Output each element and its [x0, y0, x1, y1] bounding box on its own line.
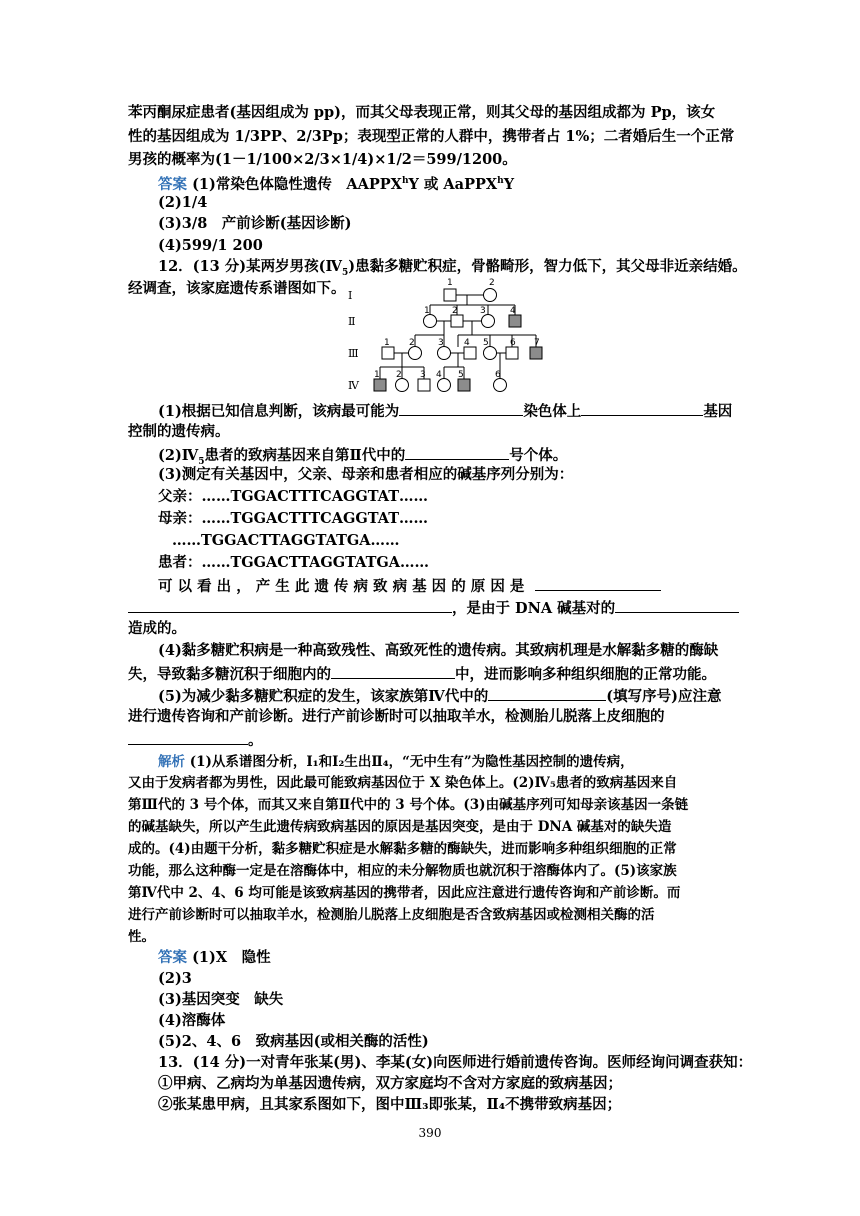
individual-IV3: [418, 379, 430, 391]
answer-line: (4)溶酶体: [158, 1012, 226, 1029]
sequence-line: 患者：……TGGACTTAGGTATGA……: [158, 554, 430, 571]
individual-III2: [409, 347, 422, 360]
sub-question: ，是由于 DNA 碱基对的: [128, 597, 739, 619]
individual-I2: [484, 289, 497, 302]
sequence-line: ……TGGACTTAGGTATGA……: [172, 532, 400, 549]
sub-question: $(2)Ⅳ_5$患者的致病基因来自第Ⅱ代中的 号个体。: [158, 444, 567, 472]
svg-text:4: 4: [464, 338, 470, 348]
analysis-label: 解析: [158, 754, 185, 770]
answer-line: (4)599/1 200: [158, 237, 263, 254]
analysis-line: 进行产前诊断时可以抽取羊水，检测胎儿脱落上皮细胞是否含致病基因或检测相关酶的活: [128, 907, 655, 923]
individual-IV6: [494, 379, 507, 392]
analysis-line: 第Ⅳ代中 2、4、6 均可能是该致病基因的携带者，因此应注意进行遗传咨询和产前诊断。而: [128, 885, 681, 901]
sub-question: (1)根据已知信息判断，该病最可能为 染色体上 基因: [158, 400, 732, 422]
svg-text:3: 3: [438, 338, 444, 348]
svg-text:6: 6: [495, 370, 501, 380]
answer-blank[interactable]: [331, 663, 455, 679]
svg-text:1: 1: [384, 338, 390, 348]
answer-line: (2)3: [158, 970, 192, 987]
paragraph-line: 性的基因组成为 1/3PP、2/3Pp；表现型正常的人群中，携带者占 1%；二者婚后生一个正常: [128, 128, 735, 145]
sub-question: (4)黏多糖贮积病是一种高致残性、高致死性的遗传病。其致病机理是水解黏多糖的酶缺: [158, 642, 719, 659]
answer-label: 答案: [158, 949, 187, 966]
answer-line: (3)基因突变 缺失: [158, 991, 284, 1008]
svg-text:2: 2: [489, 278, 495, 288]
svg-text:6: 6: [510, 338, 516, 348]
sub-question: 进行遗传咨询和产前诊断。进行产前诊断时可以抽取羊水，检测胎儿脱落上皮细胞的: [128, 708, 665, 725]
answer-blank[interactable]: [535, 575, 661, 591]
answer-blank[interactable]: [405, 444, 509, 460]
svg-text:1: 1: [424, 306, 430, 316]
answer-blank[interactable]: [128, 729, 248, 745]
sub-question: (5)为减少黏多糖贮积症的发生，该家族第Ⅳ代中的 (填写序号)应注意: [158, 685, 722, 707]
paragraph-line: 苯丙酮尿症患者(基因组成为 pp)，而其父母表现正常，则其父母的基因组成都为 Pp，该女: [128, 104, 716, 121]
sub-question: 失，导致黏多糖沉积于细胞内的 中，进而影响多种组织细胞的正常功能。: [128, 663, 716, 685]
answer-blank[interactable]: [488, 685, 606, 701]
individual-II3: [482, 315, 495, 328]
question-stem: 12．(13 分)某两岁男孩$(Ⅳ_5)$患黏多糖贮积症，骨骼畸形，智力低下，其父母非近亲结婚。: [158, 258, 747, 278]
sequence-line: 父亲：……TGGACTTTCAGGTAT……: [158, 488, 428, 505]
svg-text:1: 1: [447, 278, 453, 288]
answer-blank[interactable]: [128, 597, 452, 613]
answer-label: 答案: [158, 175, 187, 193]
answer-text: (1)常染色体隐性遗传 AAPPX: [192, 175, 402, 193]
answer-line: 答案 (1)常染色体隐性遗传 AAPPX$^h$Y 或 AaPPX$^h$Y: [158, 175, 515, 193]
question-condition: ②张某患甲病，且其家系图如下，图中Ⅲ₃即张某，Ⅱ₄不携带致病基因；: [158, 1096, 622, 1113]
question-condition: ①甲病、乙病均为单基因遗传病，双方家庭均不含对方家庭的致病基因；: [158, 1075, 622, 1092]
sub-question: 可 以 看 出 ， 产 生 此 遗 传 病 致 病 基 因 的 原 因 是: [158, 575, 661, 597]
sub-question: 造成的。: [128, 620, 186, 637]
individual-IV2: [396, 379, 409, 392]
page-number: 390: [418, 1126, 442, 1140]
answer-line: (5)2、4、6 致病基因(或相关酶的活性): [158, 1033, 429, 1050]
svg-text:1: 1: [374, 370, 380, 380]
svg-text:5: 5: [458, 370, 464, 380]
individual-III6: [506, 347, 518, 359]
svg-text:4: 4: [436, 370, 442, 380]
sequence-line: 母亲：……TGGACTTTCAGGTAT……: [158, 510, 428, 527]
generation-label: Ⅲ: [348, 347, 359, 360]
individual-II1: [424, 315, 437, 328]
sub-question: 控制的遗传病。: [128, 423, 230, 440]
analysis-line: 性。: [128, 929, 155, 945]
svg-text:2: 2: [396, 370, 402, 380]
individual-III3: [438, 347, 451, 360]
generation-label: Ⅰ: [348, 289, 353, 302]
svg-text:4: 4: [510, 306, 516, 316]
answer-blank[interactable]: [399, 400, 523, 416]
individual-I1: [444, 289, 456, 301]
question-stem: 经调查，该家庭遗传系谱图如下。: [128, 280, 346, 297]
individual-III4: [464, 347, 476, 359]
answer-line: 答案 (1)X 隐性: [158, 949, 271, 966]
answer-blank[interactable]: [581, 400, 703, 416]
svg-text:3: 3: [480, 306, 486, 316]
analysis-line: 成的。(4)由题干分析，黏多糖贮积症是水解黏多糖的酶缺失，进而影响多种组织细胞的正常: [128, 841, 677, 857]
svg-text:3: 3: [420, 370, 426, 380]
svg-text:7: 7: [534, 338, 540, 348]
analysis-line: 的碱基缺失，所以产生此遗传病致病基因的原因是基因突变，是由于 DNA 碱基对的缺失造: [128, 819, 672, 835]
individual-IV1-affected: [374, 379, 386, 391]
individual-IV5-affected: [458, 379, 470, 391]
svg-text:2: 2: [452, 306, 458, 316]
generation-label: Ⅳ: [348, 379, 359, 392]
individual-II2: [451, 315, 463, 327]
sub-question: 。: [128, 729, 263, 751]
individual-III7-affected: [530, 347, 542, 359]
paragraph-line: 男孩的概率为(1－1/100×2/3×1/4)×1/2＝599/1200。: [128, 151, 517, 168]
question-stem: 13．(14 分)一对青年张某(男)、李某(女)向医师进行婚前遗传咨询。医师经询问调查获知：: [158, 1054, 753, 1071]
individual-III5: [484, 347, 497, 360]
analysis-line: 解析 (1)从系谱图分析，Ⅰ₁和Ⅰ₂生出Ⅱ₄，“无中生有”为隐性基因控制的遗传病，: [158, 754, 634, 770]
generation-label: Ⅱ: [348, 315, 356, 328]
svg-text:5: 5: [483, 338, 489, 348]
individual-II4-affected: [509, 315, 521, 327]
individual-III1: [382, 347, 394, 359]
answer-line: (2)1/4: [158, 194, 208, 211]
individual-IV4: [438, 379, 451, 392]
analysis-line: 第Ⅲ代的 3 号个体，而其又来自第Ⅱ代中的 3 号个体。(3)由碱基序列可知母亲该基因一条链: [128, 797, 689, 813]
sub-question: (3)测定有关基因中，父亲、母亲和患者相应的碱基序列分别为：: [158, 466, 574, 483]
pedigree-chart: [340, 275, 570, 395]
answer-line: (3)3/8 产前诊断(基因诊断): [158, 215, 352, 232]
analysis-line: 又由于发病者都为男性，因此最可能致病基因位于 X 染色体上。(2)Ⅳ₅患者的致病基因来自: [128, 775, 678, 791]
answer-blank[interactable]: [615, 597, 739, 613]
svg-text:2: 2: [409, 338, 415, 348]
analysis-line: 功能，那么这种酶一定是在溶酶体中，相应的未分解物质也就沉积于溶酶体内了。(5)该家族: [128, 863, 677, 879]
